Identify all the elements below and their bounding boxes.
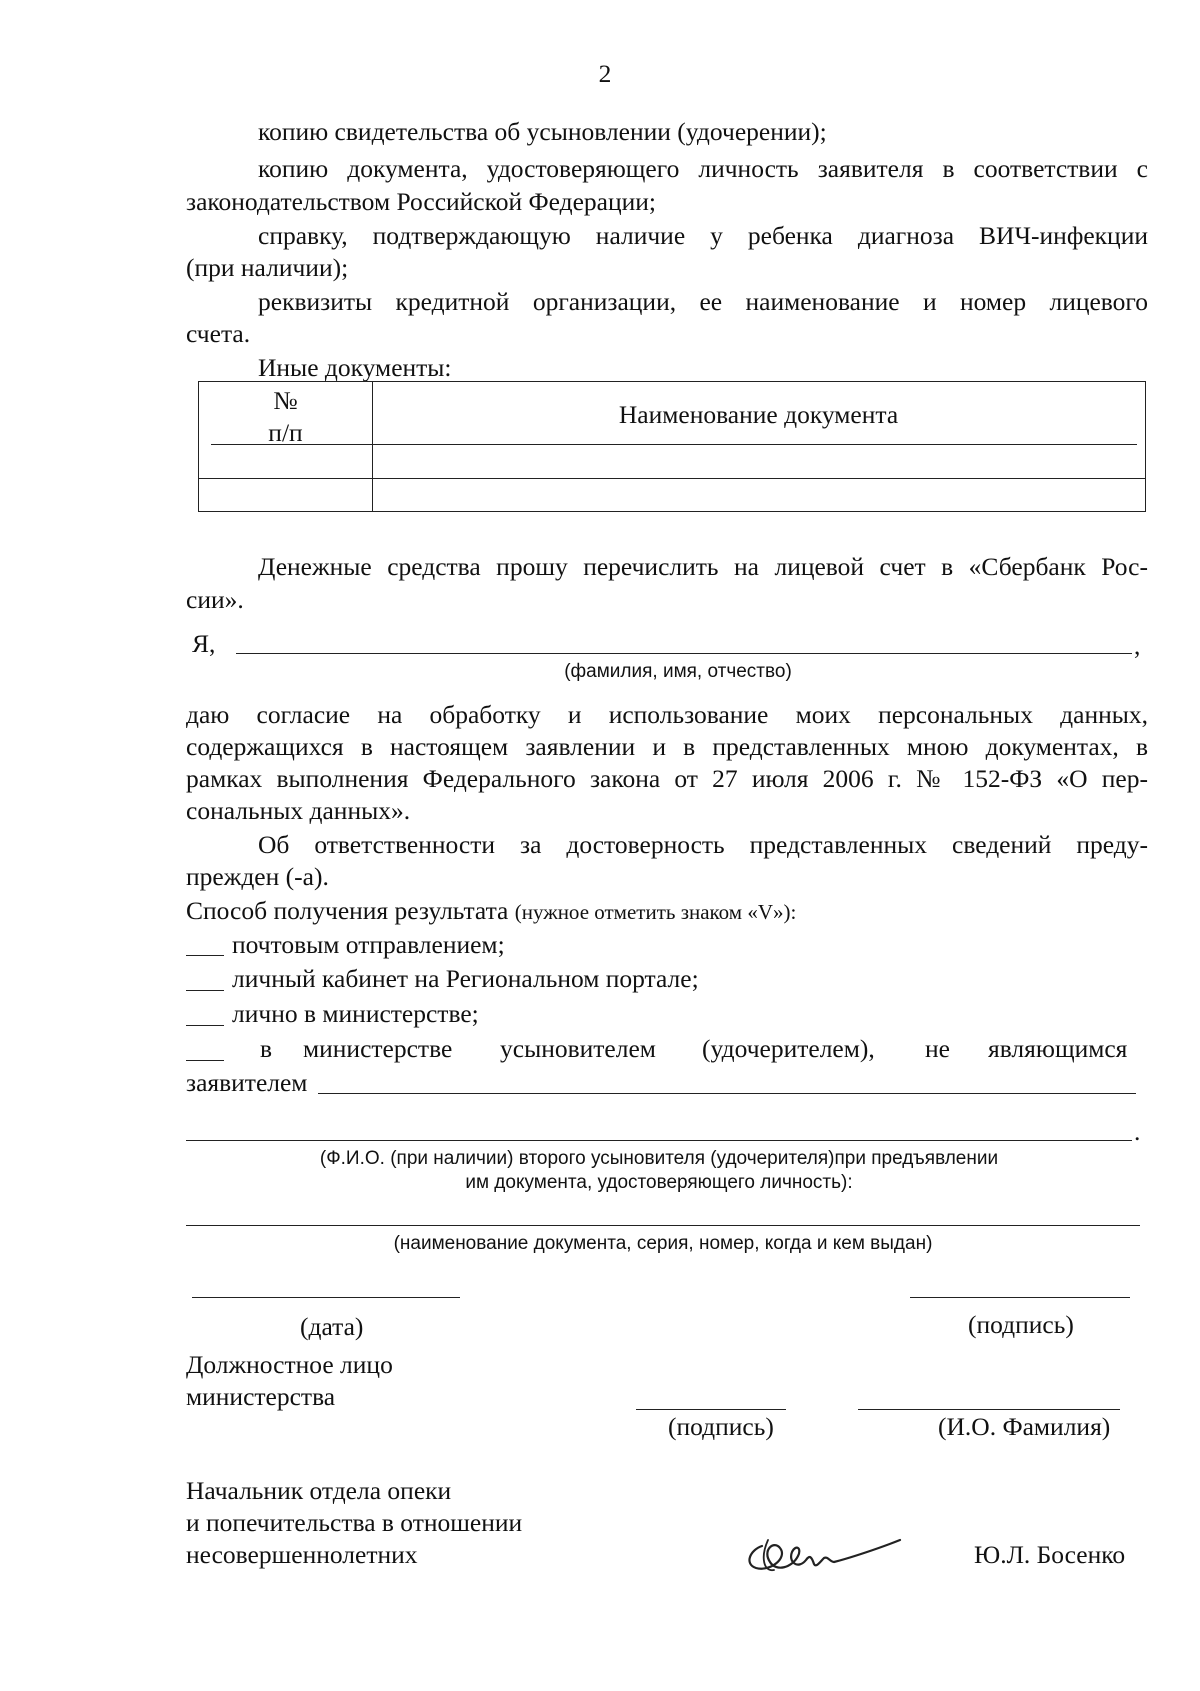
signature-input-line[interactable] xyxy=(910,1297,1130,1298)
option-ministry-checkbox[interactable] xyxy=(186,1025,224,1026)
fio-caption: (фамилия, имя, отчество) xyxy=(564,661,792,682)
doc-item-adoption-certificate: копию свидетельства об усыновлении (удочерении); xyxy=(258,117,827,146)
date-input-line[interactable] xyxy=(192,1297,460,1298)
id-document-caption: (наименование документа, серия, номер, когда и кем выдан) xyxy=(393,1233,933,1254)
consent-line2: содержащихся в настоящем заявлении и в представленных мною документах, в xyxy=(186,732,1148,761)
handwritten-signature xyxy=(740,1528,910,1588)
option-portal-label: личный кабинет на Региональном портале; xyxy=(232,964,699,993)
responsibility-line2: прежден (-а). xyxy=(186,862,329,891)
doc-item-id-line1: копию документа, удостоверяющего личность заявителя в соответствии с xyxy=(258,154,1148,183)
result-method-hint: (нужное отметить знаком «V»): xyxy=(514,900,797,924)
doc-item-id-line2: законодательством Российской Федерации; xyxy=(186,187,657,216)
consent-comma: , xyxy=(1134,631,1141,660)
doc-item-bank-line2: счета. xyxy=(186,319,251,348)
opt-word-5: не xyxy=(925,1034,950,1063)
table-row-separator xyxy=(199,478,1145,479)
page-number: 2 xyxy=(598,59,612,88)
consent-ya: Я, xyxy=(192,629,216,658)
consent-line3: рамках выполнения Федерального закона от 27 июля 2006 г. № 152-ФЗ «О пер- xyxy=(186,764,1148,793)
table-header-doc-name: Наименование документа xyxy=(618,400,899,429)
applicant-label: заявителем xyxy=(186,1068,308,1097)
official-label-2: министерства xyxy=(186,1382,336,1411)
opt-word-2: министерстве xyxy=(303,1034,453,1063)
opt-word-6: являющимся xyxy=(988,1034,1128,1063)
fio-input-line[interactable] xyxy=(236,653,1132,654)
payment-line1: Денежные средства прошу перечислить на лицевой счет в «Сбербанк Рос- xyxy=(258,552,1148,581)
payment-line2: сии». xyxy=(186,585,244,614)
applicant-input-line[interactable] xyxy=(318,1093,1136,1094)
table-header-num-line2: п/п xyxy=(268,418,303,447)
id-document-line[interactable] xyxy=(186,1225,1140,1226)
option-ministry-label: лично в министерстве; xyxy=(232,999,479,1028)
footer-title-2: и попечительства в отношении xyxy=(186,1508,523,1537)
official-signature-line[interactable] xyxy=(636,1409,786,1410)
consent-line1: даю согласие на обработку и использование моих персональных данных, xyxy=(186,700,1148,729)
official-label-1: Должностное лицо xyxy=(186,1350,393,1379)
table-header-num-line1: № xyxy=(273,386,298,415)
official-name-caption: (И.О. Фамилия) xyxy=(938,1412,1111,1441)
doc-item-bank-line1: реквизиты кредитной организации, ее наименование и номер лицевого xyxy=(258,287,1148,316)
second-adopter-caption-1: (Ф.И.О. (при наличии) второго усыновителя (удочерителя)при предъявлении xyxy=(319,1148,999,1169)
footer-title-1: Начальник отдела опеки xyxy=(186,1476,452,1505)
doc-item-hiv-line1: справку, подтверждающую наличие у ребенка диагноза ВИЧ-инфекции xyxy=(258,221,1148,250)
responsibility-line1: Об ответственности за достоверность представленных сведений преду- xyxy=(258,830,1148,859)
option-portal-checkbox[interactable] xyxy=(186,990,224,991)
opt-word-3: усыновителем xyxy=(500,1034,656,1063)
consent-line4: сональных данных». xyxy=(186,796,411,825)
fio-line-dot: . xyxy=(1134,1117,1141,1146)
other-docs-table xyxy=(198,381,1146,512)
result-method-title xyxy=(186,895,796,928)
official-signature-caption: (подпись) xyxy=(668,1412,774,1441)
footer-name: Ю.Л. Босенко xyxy=(974,1540,1126,1569)
signature-caption: (подпись) xyxy=(968,1310,1074,1339)
opt-word-1: в xyxy=(260,1034,273,1063)
doc-item-hiv-line2: (при наличии); xyxy=(186,253,349,282)
footer-title-3: несовершеннолетних xyxy=(186,1540,418,1569)
result-method-title-text: Способ получения результата xyxy=(186,896,509,925)
option-mail-checkbox[interactable] xyxy=(186,955,224,956)
option-mail-label: почтовым отправлением; xyxy=(232,930,505,959)
other-docs-label: Иные документы: xyxy=(258,353,452,382)
opt-word-4: (удочерителем), xyxy=(702,1034,875,1063)
second-adopter-fio-line[interactable] xyxy=(186,1140,1132,1141)
second-adopter-caption-2: им документа, удостоверяющего личность): xyxy=(465,1172,853,1193)
option-second-adopter-label xyxy=(0,1033,1200,1065)
official-name-line[interactable] xyxy=(858,1409,1120,1410)
date-caption: (дата) xyxy=(300,1312,364,1341)
